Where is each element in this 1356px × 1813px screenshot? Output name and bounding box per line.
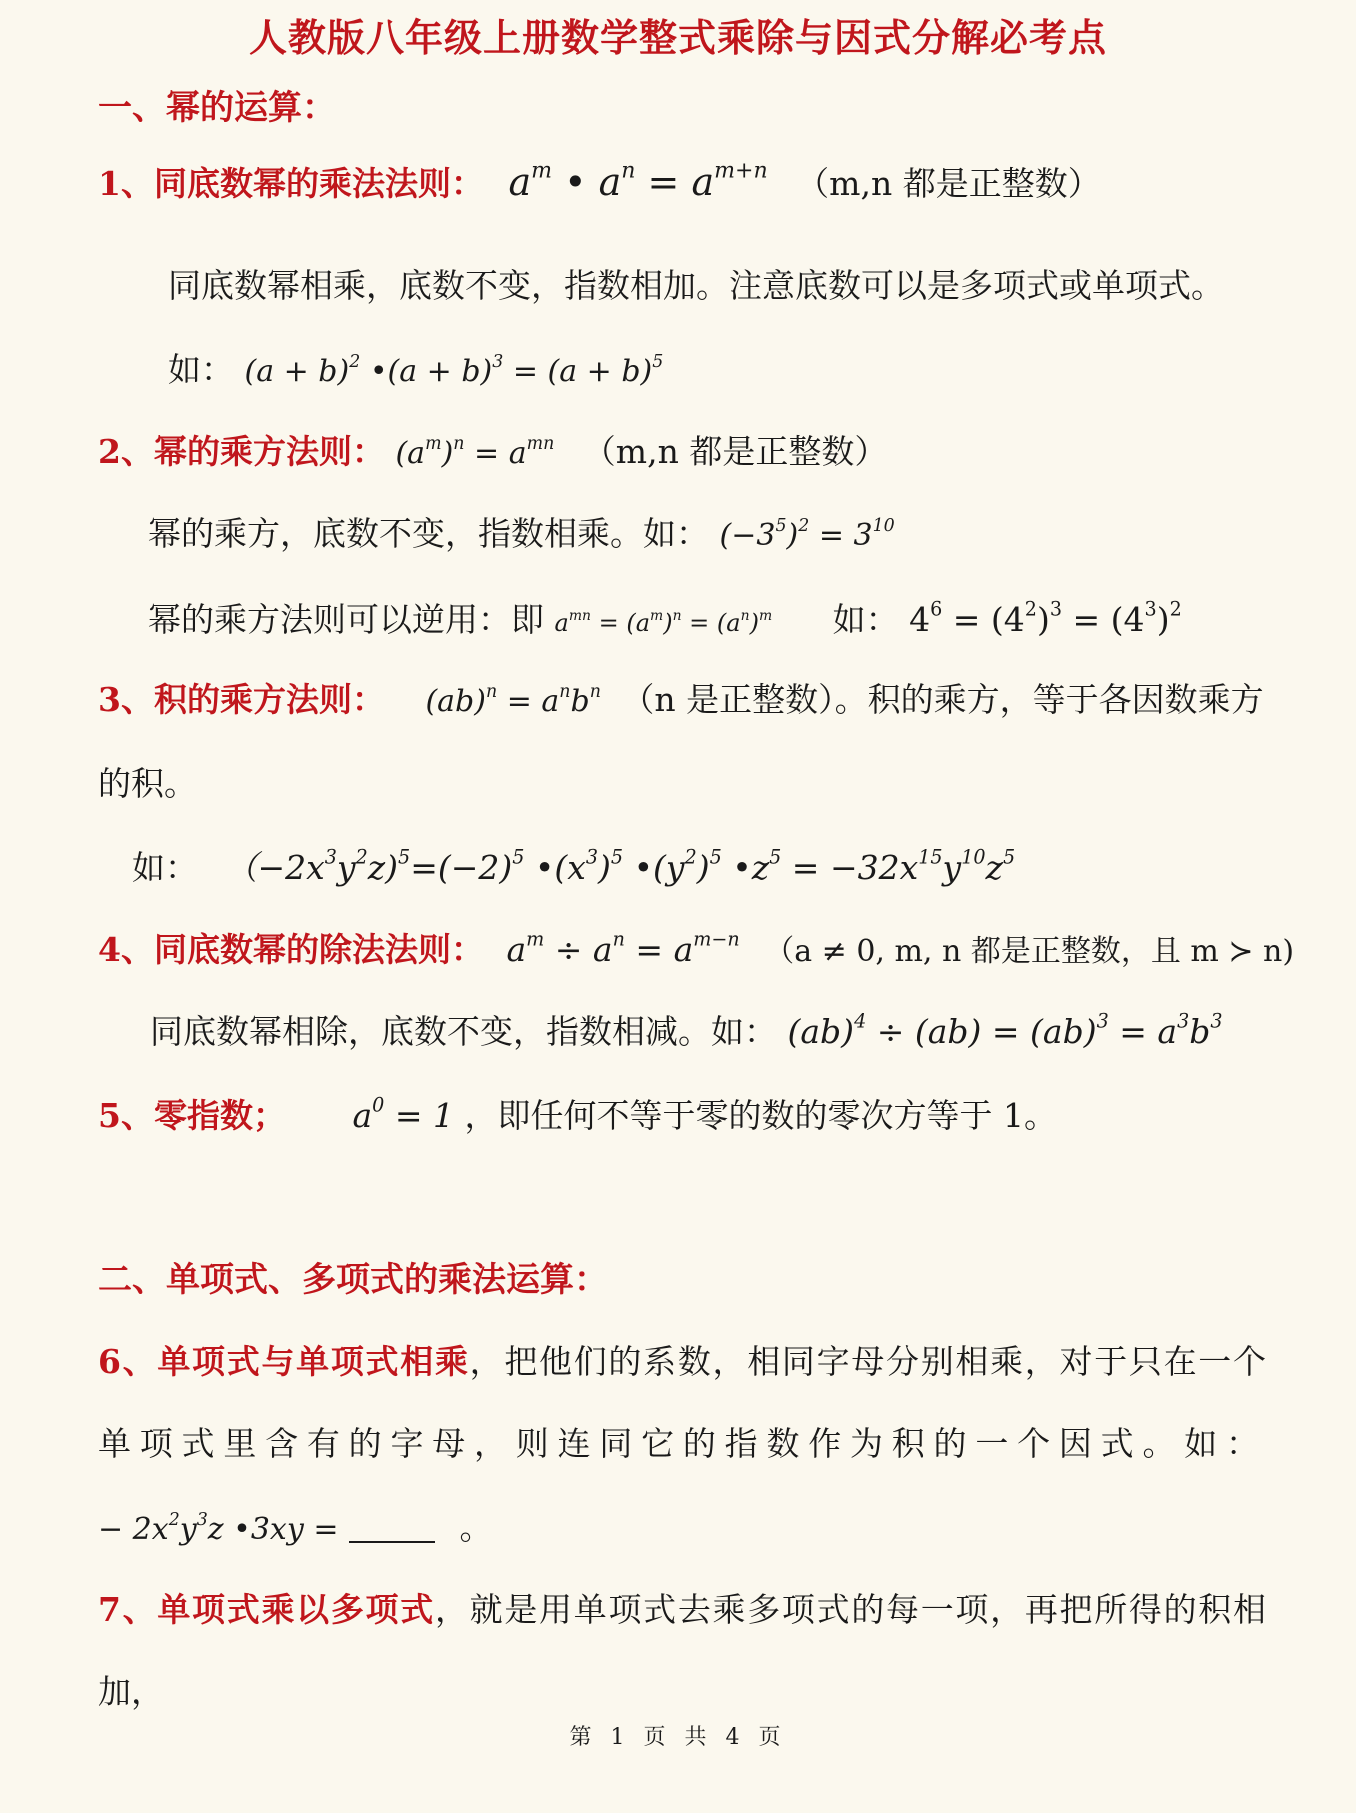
rule-6-label: 6、单项式与单项式相乘 [98, 1342, 470, 1381]
rule-1-example-label: 如： [168, 350, 234, 389]
rule-3-example-label: 如： [132, 848, 198, 887]
rule-1-example-formula: $(a + b)^2$ •(a + $b)^3 = (a + b)^5$ [244, 352, 664, 389]
rule-1-line [98, 160, 1101, 206]
rule-2-condition: （m,n 都是正整数） [582, 432, 888, 471]
rule-2-formula: $(a^m)^n = a^{mn}$ [395, 434, 555, 471]
rule-6-desc-1: ，把他们的系数，相同字母分别相乘，对于只在一个 [469, 1342, 1266, 1381]
rule-2-reverse [148, 598, 1182, 645]
rule-1-condition: （m,n 都是正整数） [796, 164, 1101, 203]
rule-6-desc-2: 单项式里含有的字母，则连同它的指数作为积的一个因式。如： [98, 1424, 1266, 1463]
page-title: 人教版八年级上册数学整式乘除与因式分解必考点 [248, 15, 1107, 60]
rule-3-example [132, 846, 1015, 890]
rule-4-formula: $a^m \div a^n = a^{m-n}$ [506, 927, 740, 969]
rule-5-line [98, 1094, 1057, 1138]
rule-2-description [148, 512, 895, 558]
rule-7-label: 7、单项式乘以多项式 [98, 1590, 435, 1629]
rule-3-formula: $(ab)^n = a^nb^n$ [425, 682, 601, 719]
section-heading-2: 二、单项式、多项式的乘法运算： [98, 1260, 608, 1300]
rule-3-line [98, 678, 1264, 724]
rule-6-example [98, 1506, 492, 1552]
rule-5-description: ，即任何不等于零的数的零次方等于 1。 [464, 1096, 1057, 1135]
rule-2-line [98, 430, 887, 476]
rule-7-desc-2: 加， [98, 1672, 164, 1711]
rule-5-label: 5、零指数； [98, 1096, 286, 1135]
rule-2-reverse-example-label: 如： [832, 600, 899, 639]
rule-4-example: $(ab)^4 \div (ab) = (ab)^3 = a^3b^3$ [787, 1009, 1223, 1051]
answer-blank[interactable] [349, 1511, 435, 1543]
section-heading-1: 一、幂的运算： [98, 88, 336, 128]
rule-2-reverse-example: $4^6 = (4^2)^3 = (4^3)^2$ [909, 597, 1182, 639]
rule-6-example-formula: − $2x^2y^3z$ •3xy = [98, 1510, 339, 1547]
rule-4-line [98, 928, 1294, 974]
rule-3-continuation: 的积。 [98, 764, 197, 803]
rule-3-example-formula: $(-2x^3y^2z)^5=(-2)^5$ $•(x^3)^5$ $•(y^2)^5$ $•z^5 = -32x^{15}y^{10}z^5$ [224, 845, 1016, 887]
rule-7-desc-1: ，就是用单项式去乘多项式的每一项，再把所得的积相 [434, 1590, 1267, 1629]
rule-5-formula: $a^0 = 1$ [352, 1093, 454, 1135]
rule-6-example-end: 。 [459, 1508, 493, 1547]
rule-2-desc-example: $(-3^5)^2 = 3^{10}$ [719, 516, 895, 553]
rule-1-label: 1、同底数幂的乘法法则： [98, 164, 484, 203]
page-footer: 第 1 页 共 4 页 [569, 1725, 787, 1750]
rule-3-condition: （n 是正整数）。积的乘方，等于各因数乘方 [621, 680, 1264, 719]
rule-2-desc-text: 幂的乘方，底数不变，指数相乘。如： [148, 514, 709, 553]
rule-1-example [168, 348, 663, 394]
rule-3-label: 3、积的乘方法则： [98, 680, 385, 719]
rule-1-description: 同底数幂相乘，底数不变，指数相加。注意底数可以是多项式或单项式。 [168, 266, 1224, 305]
rule-4-description [150, 1010, 1223, 1054]
rule-1-formula: $a^m$ • $a^n = a^{m+n}$ [508, 158, 768, 204]
rule-2-label: 2、幂的乘方法则： [98, 432, 385, 471]
rule-6-line-1 [98, 1340, 1266, 1384]
rule-4-desc-text: 同底数幂相除，底数不变，指数相减。如： [150, 1012, 777, 1051]
rule-2-reverse-text: 幂的乘方法则可以逆用：即 [148, 600, 544, 639]
rule-4-condition: （a ≠ 0, m, n 都是正整数，且 m ≻ n) [764, 934, 1295, 969]
rule-2-reverse-formula: $a^{mn} = (a^m)^n = (a^n)^m$ [554, 607, 773, 637]
rule-7-line-1 [98, 1588, 1266, 1632]
rule-4-label: 4、同底数幂的除法法则： [98, 930, 484, 969]
